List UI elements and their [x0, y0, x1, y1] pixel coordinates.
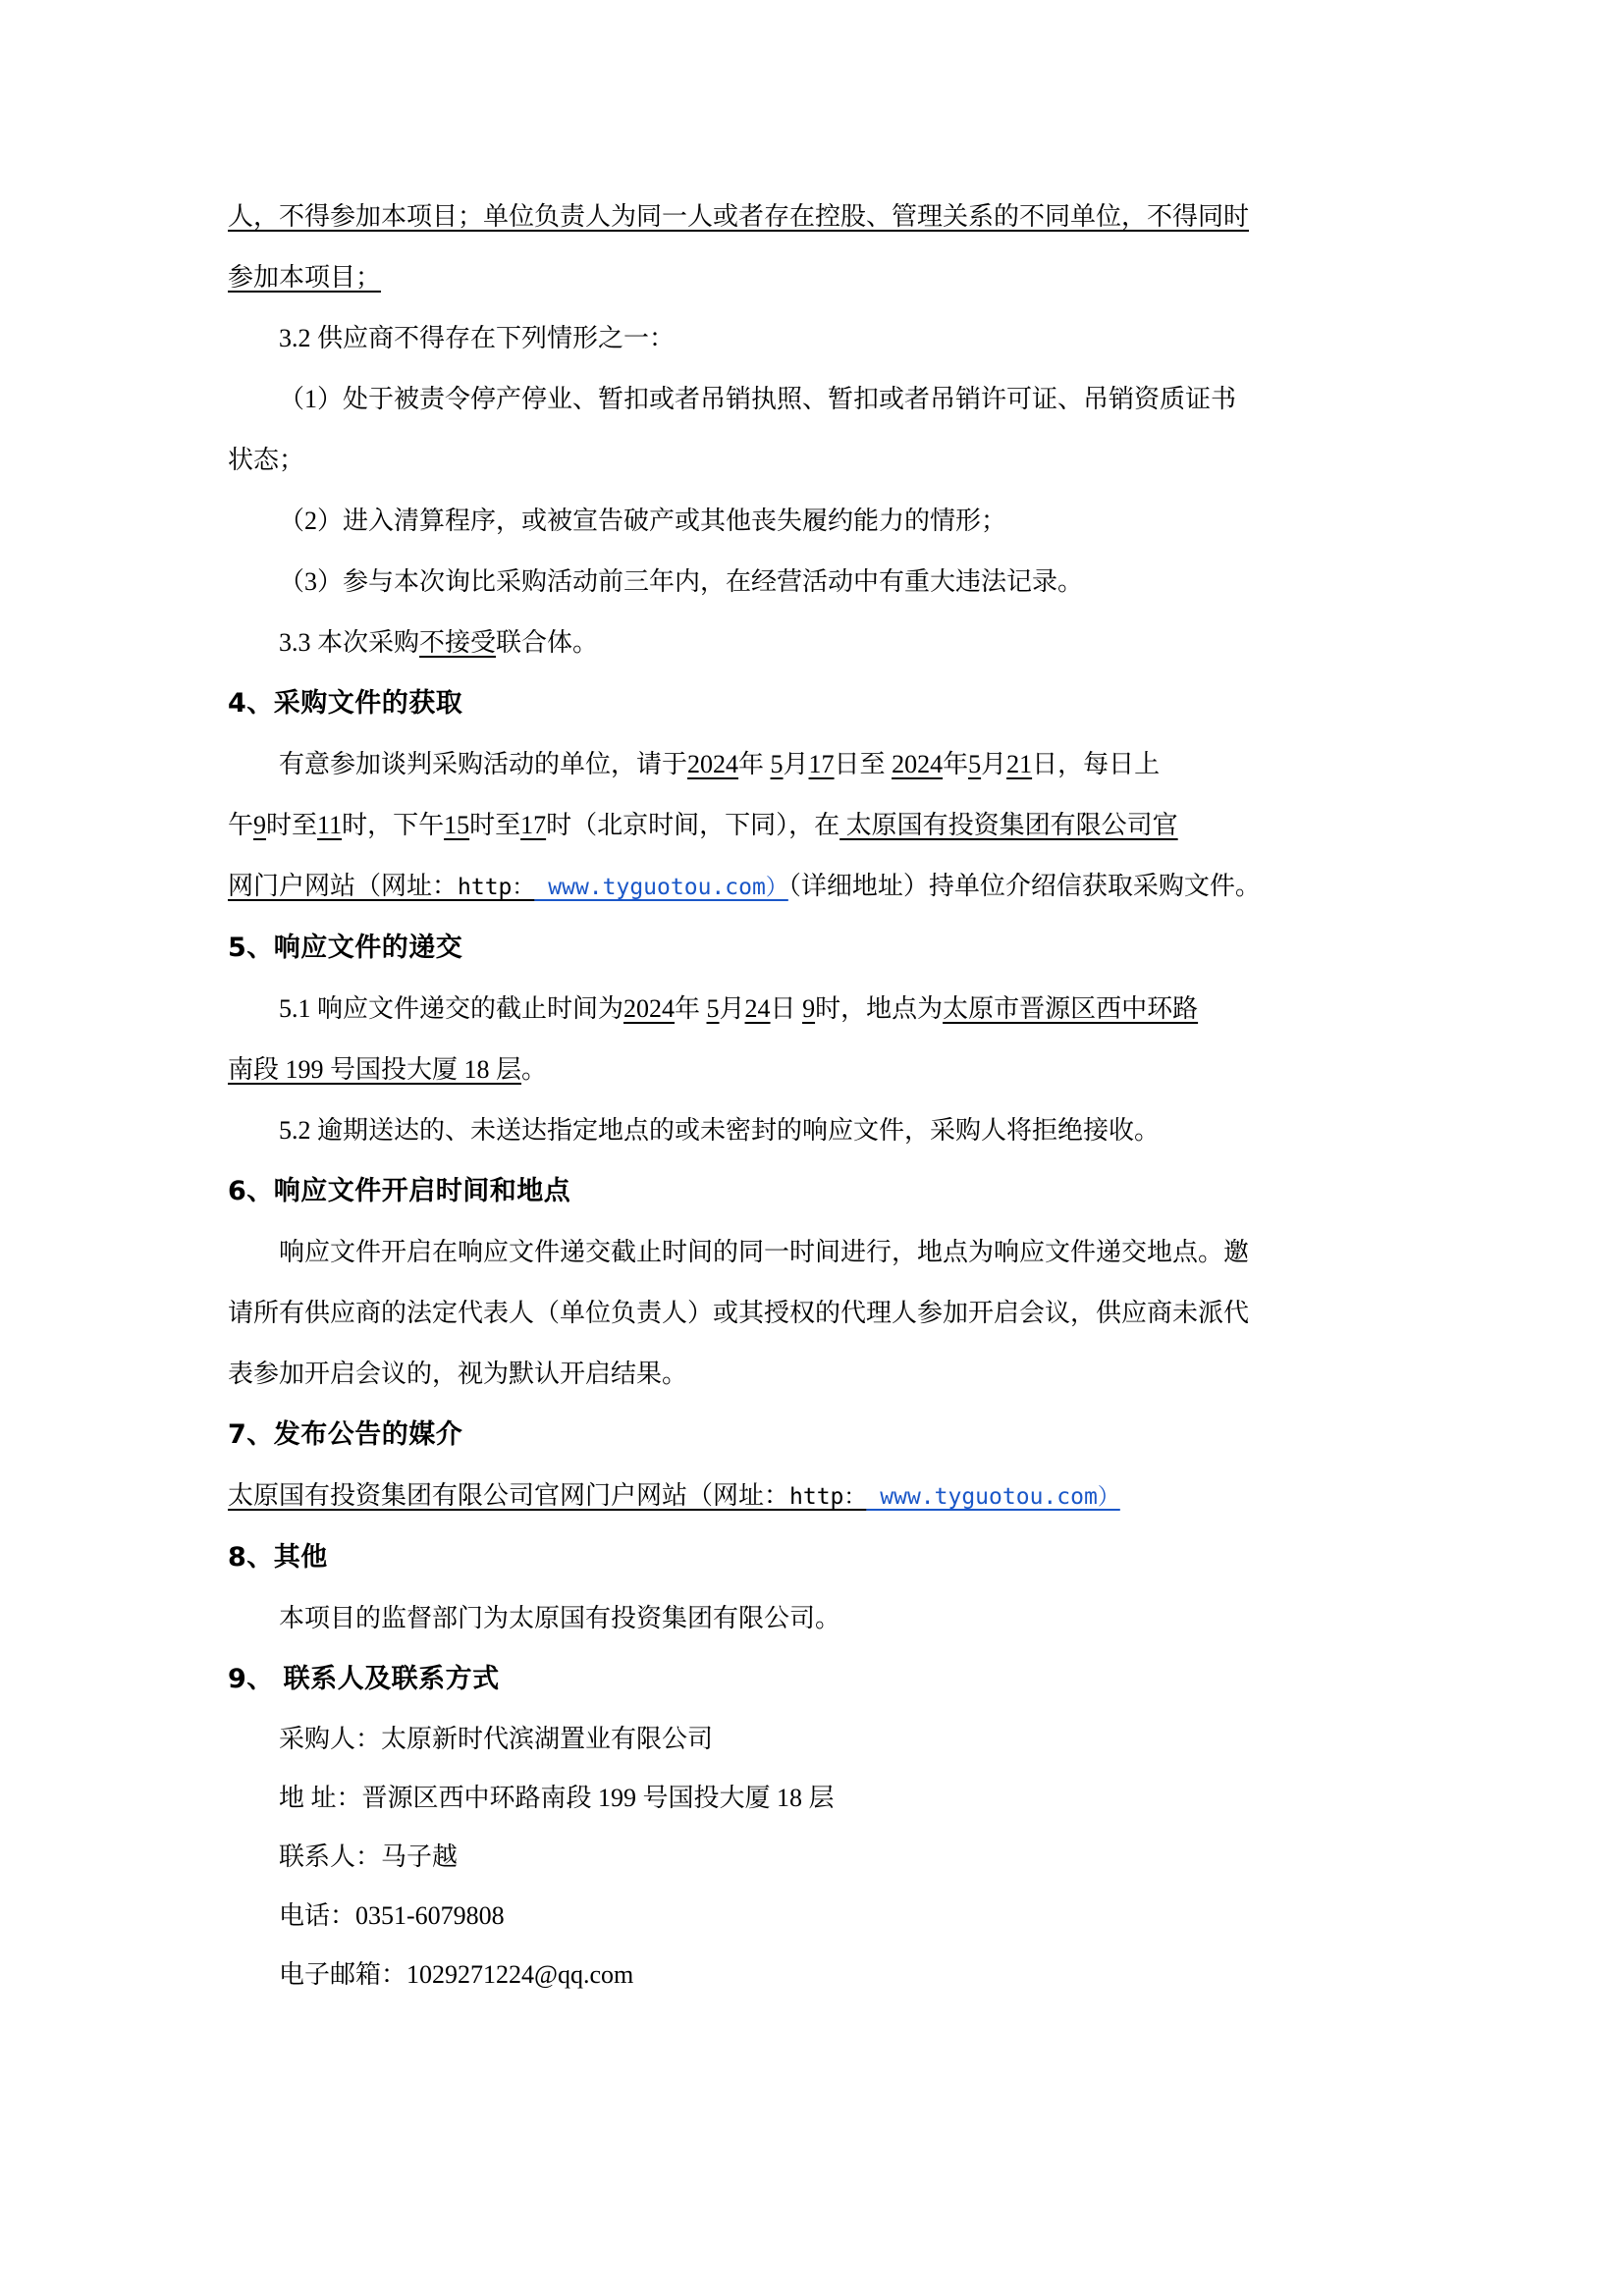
url-protocol-1: http：: [458, 875, 535, 900]
contact-email-value: 1029271224@qq.com: [406, 1960, 634, 1989]
deadline-hour: 9: [802, 994, 816, 1023]
contact-phone-label: 电话：: [279, 1901, 356, 1930]
url-protocol-2: http：: [789, 1484, 867, 1510]
date-start-month: 5: [770, 750, 784, 778]
section-4-text-d: （详细地址）持单位介绍信获取采购文件。: [787, 872, 1261, 900]
section-4-line-1: [228, 734, 1398, 795]
deadline-day: 24: [744, 994, 771, 1023]
contact-person: [228, 1828, 1398, 1887]
paragraph-continued-2: 参加本项目；: [228, 263, 382, 292]
document-body: [228, 187, 1398, 2004]
contact-phone-value: 0351-6079808: [355, 1901, 505, 1930]
unit-month-1: 月: [783, 750, 809, 778]
clause-3-2-3: （3）参与本次询比采购活动前三年内，在经营活动中有重大违法记录。: [279, 567, 1084, 596]
contact-information: [228, 1710, 1398, 2004]
section-6-line-3: 表参加开启会议的，视为默认开启结果。: [228, 1360, 688, 1388]
section-heading-5: 5、响应文件的递交: [228, 933, 463, 963]
unit-time-1: 时至: [266, 811, 318, 839]
section-8-line-1: 本项目的监督部门为太原国有投资集团有限公司。: [279, 1604, 841, 1632]
unit-month-2: 月: [981, 750, 1007, 778]
section-heading-4: 4、采购文件的获取: [228, 688, 463, 719]
unit-time-4: 时（北京时间，下同），在: [546, 811, 840, 839]
section-5-line-1: [228, 979, 1398, 1040]
contact-phone: [228, 1887, 1398, 1946]
clause-3-2-2: （2）进入清算程序，或被宣告破产或其他丧失履约能力的情形；: [279, 507, 1007, 535]
date-end-day: 21: [1006, 750, 1033, 778]
website-link-2[interactable]: www.tyguotou.com）: [866, 1484, 1120, 1510]
unit-year-1: 年: [738, 750, 765, 778]
section-6-line-1: 响应文件开启在响应文件递交截止时间的同一时间进行，地点为响应文件递交地点。邀: [279, 1238, 1250, 1266]
time-pm-end: 17: [520, 811, 547, 839]
contact-address-value: 晋源区西中环路南段 199 号国投大厦 18 层: [361, 1784, 835, 1812]
deadline-year: 2024: [623, 994, 676, 1023]
unit-day-1: 日至: [834, 750, 886, 778]
section-4-line-2: [228, 795, 1398, 856]
time-am-end: 11: [317, 811, 343, 839]
clause-3-3-emphasis: 不接受: [419, 628, 497, 657]
section-5-line-2: [228, 1040, 1398, 1100]
contact-person-value: 马子越: [381, 1842, 459, 1871]
contact-person-label: 联系人：: [279, 1842, 382, 1871]
unit-day-2: 日，每日上: [1032, 750, 1161, 778]
contact-buyer-value: 太原新时代滨湖置业有限公司: [381, 1725, 714, 1753]
time-am-start: 9: [253, 811, 267, 839]
section-heading-7: 7、发布公告的媒介: [228, 1419, 463, 1450]
clause-5-2: 5.2 逾期送达的、未送达指定地点的或未密封的响应文件，采购人将拒绝接收。: [279, 1116, 1161, 1145]
unit-year-3: 年: [675, 994, 701, 1023]
submission-address-part2: 南段 199 号国投大厦 18 层: [228, 1055, 522, 1084]
clause-3-2-1-line1: （1）处于被责令停产停业、暂扣或者吊销执照、暂扣或者吊销许可证、吊销资质证书: [279, 385, 1237, 413]
section-4-text-a: 有意参加谈判采购活动的单位，请于: [279, 750, 688, 778]
website-link-1[interactable]: www.tyguotou.com）: [534, 875, 788, 900]
submission-address-part1: 太原市晋源区西中环路: [943, 994, 1199, 1023]
contact-address-label: 地 址：: [279, 1784, 362, 1812]
contact-email: [228, 1946, 1398, 2004]
time-pm-start: 15: [444, 811, 470, 839]
contact-buyer-label: 采购人：: [279, 1725, 382, 1753]
issuing-organization: 太原国有投资集团有限公司官: [839, 811, 1178, 839]
date-end-year: 2024: [892, 750, 944, 778]
date-end-month: 5: [968, 750, 982, 778]
clause-3-2-1-line2: 状态；: [228, 446, 305, 474]
paragraph-continued-1: 人，不得参加本项目；单位负责人为同一人或者存在控股、管理关系的不同单位，不得同时: [228, 202, 1250, 231]
date-start-day: 17: [808, 750, 835, 778]
date-start-year: 2024: [687, 750, 739, 778]
section-heading-8: 8、其他: [228, 1542, 328, 1573]
contact-email-label: 电子邮箱：: [279, 1960, 407, 1989]
section-6-line-2: 请所有供应商的法定代表人（单位负责人）或其授权的代理人参加开启会议，供应商未派代: [228, 1299, 1250, 1327]
sentence-end-1: 。: [521, 1055, 548, 1084]
clause-3-3: [228, 613, 1398, 673]
contact-address: [228, 1769, 1398, 1828]
section-7-line-1: [228, 1466, 1398, 1527]
deadline-month: 5: [706, 994, 720, 1023]
section-5-text-a: 5.1 响应文件递交的截止时间为: [279, 994, 624, 1023]
section-heading-9: 9、 联系人及联系方式: [228, 1664, 500, 1694]
section-4-line-3: [228, 856, 1398, 918]
unit-time-5: 时，地点为: [815, 994, 944, 1023]
announcement-media: 太原国有投资集团有限公司官网门户网站（网址：: [228, 1481, 790, 1510]
unit-year-2: 年: [943, 750, 969, 778]
contact-buyer: [228, 1710, 1398, 1769]
unit-time-2: 时，下午: [342, 811, 445, 839]
clause-3-3-prefix: 3.3 本次采购: [279, 628, 420, 657]
section-4-text-b: 午: [228, 811, 254, 839]
clause-3-3-suffix: 联合体。: [496, 628, 599, 657]
section-heading-6: 6、响应文件开启时间和地点: [228, 1176, 571, 1206]
unit-day-3: 日: [770, 994, 796, 1023]
clause-3-2: 3.2 供应商不得存在下列情形之一：: [279, 324, 676, 352]
section-4-text-c: 网门户网站（网址：: [228, 872, 459, 900]
unit-time-3: 时至: [469, 811, 521, 839]
unit-month-3: 月: [719, 994, 745, 1023]
